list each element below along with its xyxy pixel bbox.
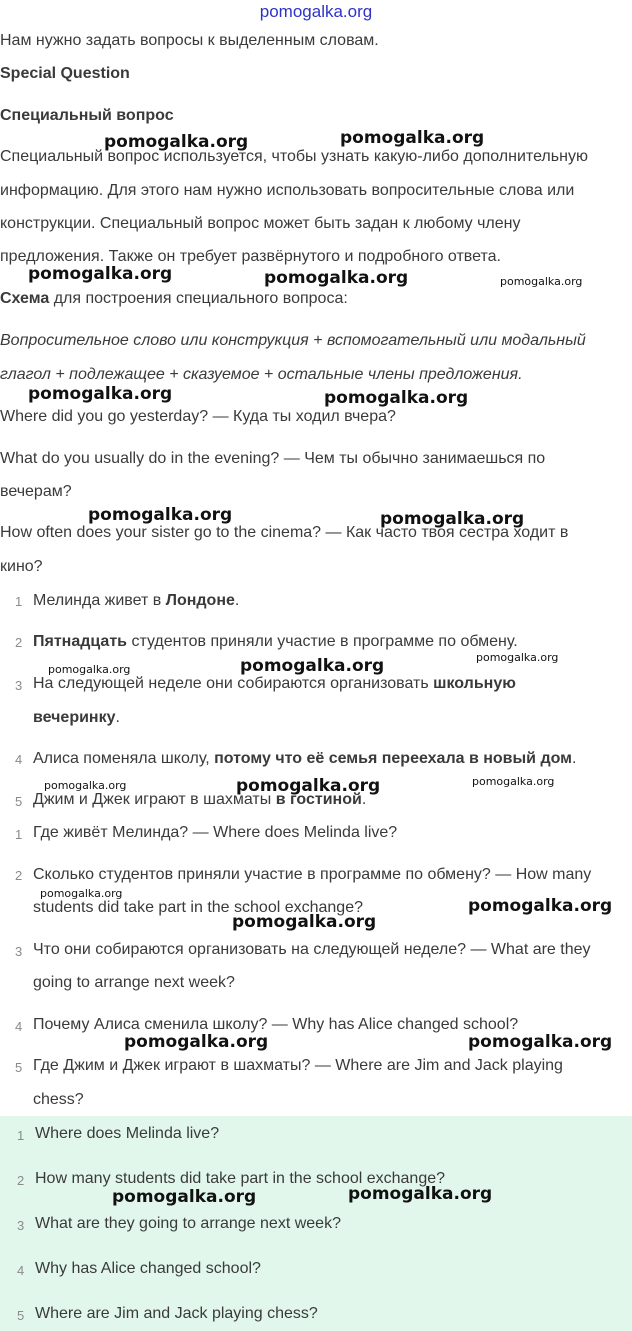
- answer-item: How many students did take part in the school exchange?: [35, 1170, 446, 1187]
- task-highlight: Пятнадцать: [33, 633, 127, 650]
- heading-russian: Специальный вопрос: [0, 107, 174, 124]
- translation-item: Где Джим и Джек играют в шахматы? — Where are Jim and Jack playing: [33, 1057, 563, 1074]
- watermark: pomogalka.org: [88, 505, 233, 525]
- example-3: How often does your sister go to the cinema? — Как часто твоя сестра ходит в: [0, 524, 569, 541]
- translation-number: 5: [15, 1060, 23, 1075]
- heading-english: Special Question: [0, 65, 130, 82]
- paragraph-line-2: информацию. Для этого нам нужно использовать вопросительные слова или: [0, 182, 575, 199]
- watermark: pomogalka.org: [236, 776, 381, 796]
- task-text: .: [115, 709, 120, 726]
- answer-item: Where does Melinda live?: [35, 1125, 220, 1142]
- watermark: pomogalka.org: [124, 1032, 269, 1052]
- watermark: pomogalka.org: [348, 1184, 493, 1204]
- translation-item: Почему Алиса сменила школу? — Why has Alice changed school?: [33, 1016, 519, 1033]
- translation-item: Что они собираются организовать на следующей неделе? — What are they: [33, 941, 591, 958]
- watermark: pomogalka.org: [468, 896, 613, 916]
- task-text: На следующей неделе они собираются организовать: [33, 675, 434, 692]
- watermark: pomogalka.org: [468, 1032, 613, 1052]
- task-highlight: вечеринку: [33, 709, 116, 726]
- watermark: pomogalka.org: [240, 656, 385, 676]
- example-2: What do you usually do in the evening? — Чем ты обычно занимаешься по: [0, 450, 546, 467]
- paragraph-line-1: Специальный вопрос используется, чтобы узнать какую-либо дополнительную: [0, 148, 588, 165]
- task-item: [33, 750, 576, 768]
- answer-number: 3: [17, 1218, 25, 1233]
- translation-item: Где живёт Мелинда? — Where does Melinda live?: [33, 824, 398, 841]
- task-number: 3: [15, 678, 23, 693]
- translation-item-cont: going to arrange next week?: [33, 974, 235, 991]
- answer-number: 4: [17, 1263, 25, 1278]
- task-text: .: [361, 791, 367, 808]
- task-text: .: [572, 750, 577, 767]
- task-text: .: [234, 592, 240, 609]
- translation-number: 1: [15, 827, 23, 842]
- answer-number: 1: [17, 1128, 25, 1143]
- task-item: [33, 675, 516, 693]
- example-3-cont: кино?: [0, 558, 43, 575]
- answer-number: 5: [17, 1308, 25, 1323]
- task-highlight: школьную: [433, 675, 516, 692]
- paragraph-line-3: конструкции. Специальный вопрос может быть задан к любому члену: [0, 215, 521, 232]
- site-title: pomogalka.org: [259, 2, 373, 21]
- translation-item: Сколько студентов приняли участие в программе по обмену? — How many: [33, 866, 592, 883]
- watermark: pomogalka.org: [476, 651, 559, 664]
- task-highlight: потому что её семья переехала в новый дом: [214, 750, 573, 767]
- task-number: 4: [15, 752, 23, 767]
- watermark: pomogalka.org: [340, 128, 485, 148]
- formula-line-1: Вопросительное слово или конструкция + вспомогательный или модальный: [0, 332, 586, 349]
- translation-number: 4: [15, 1019, 23, 1034]
- task-highlight: Лондоне: [165, 592, 235, 609]
- watermark: pomogalka.org: [48, 663, 131, 676]
- task-text: студентов приняли участие в программе по обмену.: [127, 633, 518, 650]
- watermark: pomogalka.org: [44, 779, 127, 792]
- translation-number: 3: [15, 944, 23, 959]
- watermark: pomogalka.org: [472, 775, 555, 788]
- task-item-cont: [33, 709, 120, 727]
- watermark: pomogalka.org: [112, 1187, 257, 1207]
- paragraph-line-4: предложения. Также он требует развёрнутого и подробного ответа.: [0, 248, 501, 265]
- translation-item-cont: chess?: [33, 1091, 84, 1108]
- intro-text: Нам нужно задать вопросы к выделенным словам.: [0, 32, 379, 49]
- example-2-cont: вечерам?: [0, 483, 72, 500]
- task-text: Джим и Джек играют в шахматы: [33, 791, 276, 808]
- task-number: 5: [15, 794, 23, 809]
- watermark: pomogalka.org: [104, 132, 249, 152]
- task-item: [33, 633, 518, 651]
- task-number: 1: [15, 594, 23, 609]
- answer-item: Why has Alice changed school?: [35, 1260, 261, 1277]
- answer-item: Where are Jim and Jack playing chess?: [35, 1305, 318, 1322]
- schema-line: [0, 290, 348, 308]
- watermark: pomogalka.org: [28, 264, 173, 284]
- example-1: Where did you go yesterday? — Куда ты ходил вчера?: [0, 408, 396, 425]
- task-text: Алиса поменяла школу,: [33, 750, 215, 767]
- task-highlight: в гостиной: [275, 791, 362, 808]
- task-number: 2: [15, 635, 23, 650]
- answer-number: 2: [17, 1173, 25, 1188]
- watermark: pomogalka.org: [28, 384, 173, 404]
- translation-item-cont: students did take part in the school exchange?: [33, 899, 363, 916]
- schema-bold: Схема: [0, 290, 50, 307]
- task-item: [33, 592, 239, 610]
- watermark: pomogalka.org: [324, 388, 469, 408]
- translation-number: 2: [15, 868, 23, 883]
- task-text: Мелинда живет в: [33, 592, 166, 609]
- watermark: pomogalka.org: [232, 912, 377, 932]
- formula-line-2: глагол + подлежащее + сказуемое + остальные члены предложения.: [0, 366, 523, 383]
- schema-rest: для построения специального вопроса:: [49, 290, 348, 307]
- watermark: pomogalka.org: [264, 268, 409, 288]
- watermark: pomogalka.org: [380, 509, 525, 529]
- watermark: pomogalka.org: [40, 887, 123, 900]
- watermark: pomogalka.org: [500, 275, 583, 288]
- answer-item: What are they going to arrange next week?: [35, 1215, 341, 1232]
